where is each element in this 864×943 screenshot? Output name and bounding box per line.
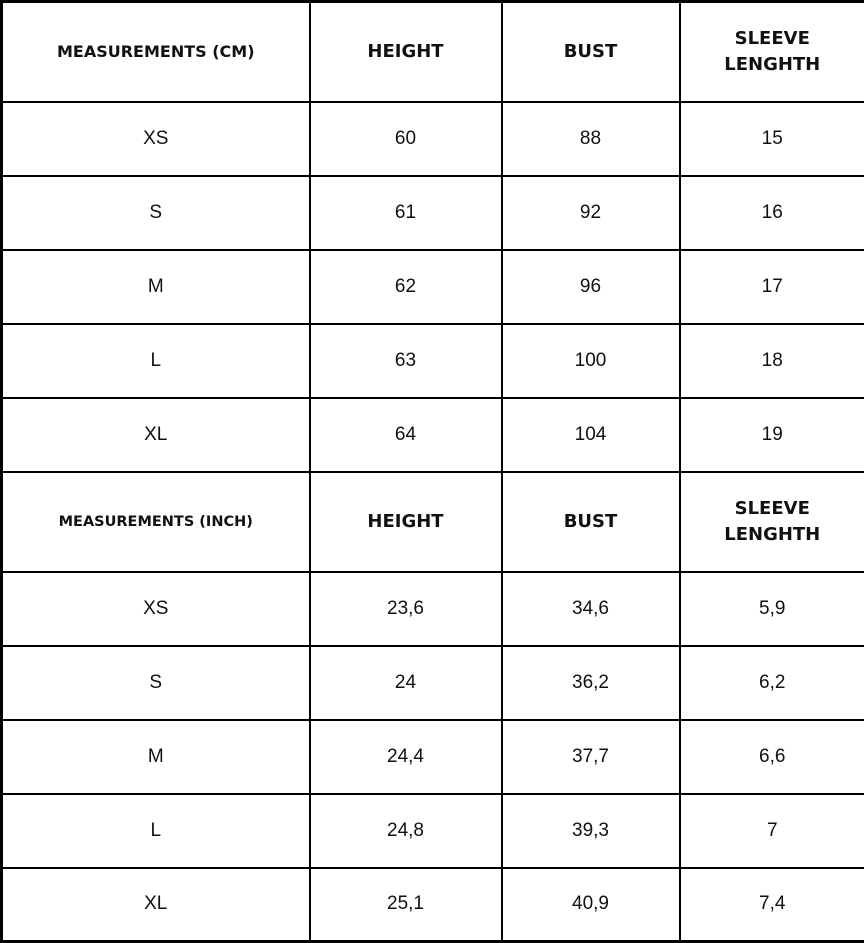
sleeve-cell: 7 [680, 794, 864, 868]
size-cell: M [2, 720, 310, 794]
header-sleeve-length: SLEEVE LENGHTH [680, 472, 864, 572]
table-row [2, 572, 864, 646]
table-row [2, 250, 864, 324]
bust-cell: 39,3 [502, 794, 680, 868]
height-cell: 25,1 [310, 868, 502, 942]
header-bust: BUST [502, 472, 680, 572]
bust-cell: 92 [502, 176, 680, 250]
table-row [2, 720, 864, 794]
sleeve-cell: 5,9 [680, 572, 864, 646]
header-height: HEIGHT [310, 472, 502, 572]
height-cell: 24,4 [310, 720, 502, 794]
header-measurements-cm: MEASUREMENTS (CM) [2, 2, 310, 102]
size-cell: L [2, 324, 310, 398]
height-cell: 24 [310, 646, 502, 720]
bust-cell: 40,9 [502, 868, 680, 942]
table-row [2, 794, 864, 868]
height-cell: 60 [310, 102, 502, 176]
height-cell: 62 [310, 250, 502, 324]
bust-cell: 96 [502, 250, 680, 324]
height-cell: 61 [310, 176, 502, 250]
sleeve-cell: 19 [680, 398, 864, 472]
bust-cell: 37,7 [502, 720, 680, 794]
bust-cell: 36,2 [502, 646, 680, 720]
size-cell: XS [2, 572, 310, 646]
height-cell: 64 [310, 398, 502, 472]
height-cell: 24,8 [310, 794, 502, 868]
header-row-cm [2, 2, 864, 102]
height-cell: 63 [310, 324, 502, 398]
table-row [2, 324, 864, 398]
bust-cell: 104 [502, 398, 680, 472]
sleeve-cell: 16 [680, 176, 864, 250]
bust-cell: 34,6 [502, 572, 680, 646]
table-row [2, 646, 864, 720]
header-height: HEIGHT [310, 2, 502, 102]
table-row [2, 398, 864, 472]
size-cell: XS [2, 102, 310, 176]
sleeve-cell: 15 [680, 102, 864, 176]
table-row [2, 176, 864, 250]
size-cell: L [2, 794, 310, 868]
header-measurements-inch: MEASUREMENTS (INCH) [2, 472, 310, 572]
bust-cell: 100 [502, 324, 680, 398]
table-row [2, 102, 864, 176]
height-cell: 23,6 [310, 572, 502, 646]
size-cell: M [2, 250, 310, 324]
size-cell: S [2, 646, 310, 720]
sleeve-cell: 6,6 [680, 720, 864, 794]
size-cell: XL [2, 868, 310, 942]
table-row [2, 868, 864, 942]
sleeve-cell: 18 [680, 324, 864, 398]
bust-cell: 88 [502, 102, 680, 176]
sleeve-cell: 17 [680, 250, 864, 324]
size-cell: S [2, 176, 310, 250]
header-sleeve-length: SLEEVE LENGHTH [680, 2, 864, 102]
header-row-inch [2, 472, 864, 572]
sleeve-cell: 7,4 [680, 868, 864, 942]
size-cell: XL [2, 398, 310, 472]
header-bust: BUST [502, 2, 680, 102]
sleeve-cell: 6,2 [680, 646, 864, 720]
